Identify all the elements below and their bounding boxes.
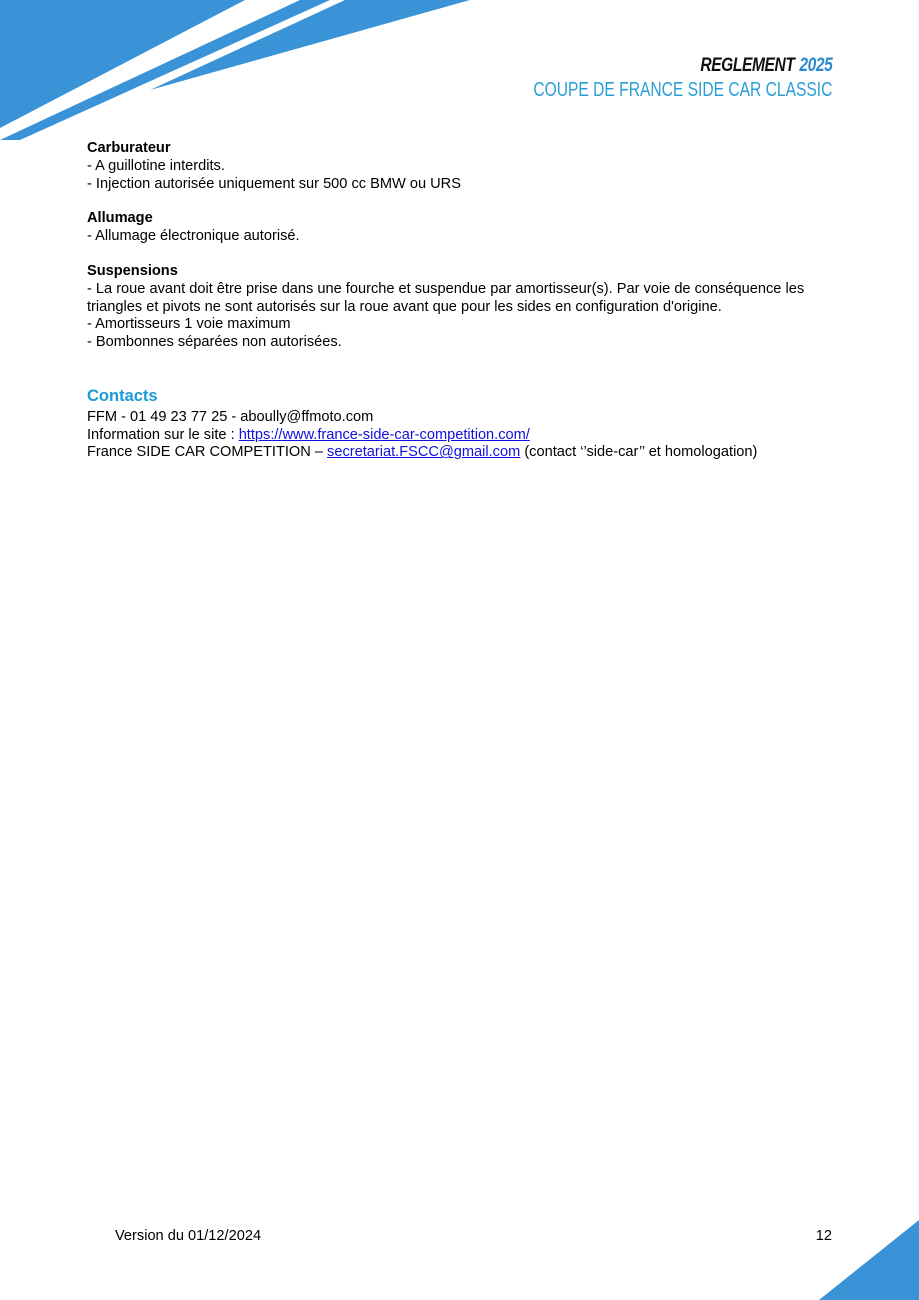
header-title	[518, 55, 832, 77]
info-site-line	[87, 427, 837, 445]
document-header	[449, 55, 832, 103]
header-subtitle: COUPE DE FRANCE SIDE CAR CLASSIC	[532, 79, 832, 101]
contacts-heading: Contacts	[87, 386, 158, 405]
header-title-word: REGLEMENT	[699, 55, 795, 76]
fscc-prefix: France SIDE CAR COMPETITION –	[87, 444, 328, 461]
section-carburateur	[87, 140, 837, 193]
list-item: - Amortisseurs 1 voie maximum	[87, 316, 291, 333]
list-item: - A guillotine interdits.	[87, 157, 225, 174]
section-title: Allumage	[87, 210, 153, 227]
header-year: 2025	[798, 55, 832, 76]
section-allumage	[87, 210, 837, 246]
footer-version: Version du 01/12/2024	[115, 1228, 262, 1244]
section-suspensions	[87, 263, 837, 352]
contacts-block	[87, 409, 837, 462]
section-title: Suspensions	[87, 262, 178, 279]
list-item: - Allumage électronique autorisé.	[87, 228, 300, 245]
fscc-suffix: (contact ‘’side-car’’ et homologation)	[520, 444, 758, 461]
list-item: - La roue avant doit être prise dans une fourche et suspendue par amortisseur(s). Par voie de conséquence les triangles et pivots ne sont autorisés sur la roue avant que pour les sides en configuration d'origine.	[87, 280, 805, 315]
fscc-contact-line	[87, 444, 837, 462]
list-item: - Injection autorisée uniquement sur 500 cc BMW ou URS	[87, 175, 461, 192]
website-link[interactable]: https://www.france-side-car-competition.com/	[238, 426, 530, 443]
header-corner-decoration	[0, 0, 480, 145]
list-item: - Bombonnes séparées non autorisées.	[87, 334, 342, 351]
ffm-contact-line: FFM - 01 49 23 77 25 - aboully@ffmoto.com	[87, 408, 374, 425]
fscc-email-link[interactable]: secretariat.FSCC@gmail.com	[327, 444, 521, 461]
info-prefix: Information sur le site :	[87, 426, 239, 443]
page-number: 12	[815, 1228, 832, 1244]
document-body	[87, 140, 837, 462]
footer-corner-decoration	[819, 1220, 919, 1300]
section-title: Carburateur	[87, 140, 171, 156]
